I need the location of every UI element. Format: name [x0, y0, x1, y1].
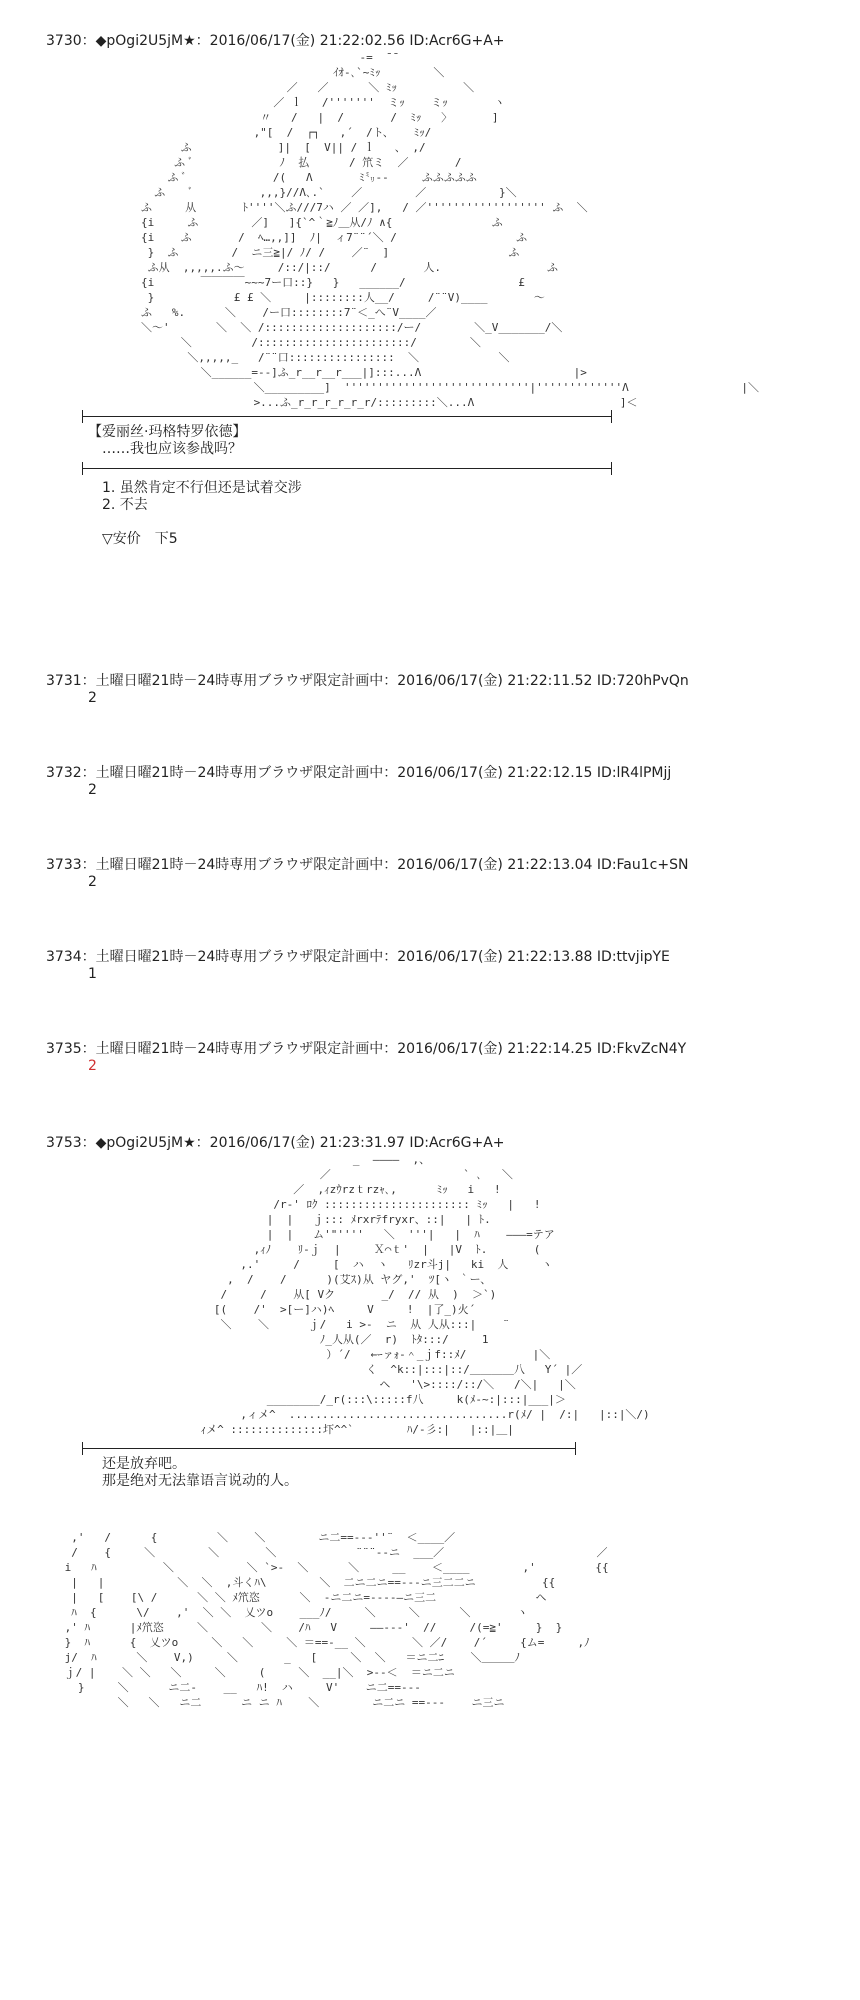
post-header: 3735：土曜日曜21時－24時専用ブラウザ限定計画中：2016/06/17(金) 21:22:14.25 ID:FkvZcN4Y	[46, 1041, 687, 1057]
vote-post	[46, 672, 826, 706]
post-header: 3753：◆pOgi2U5jM★：2016/06/17(金) 21:23:31.97 ID:Acr6G+A+	[46, 1135, 505, 1151]
post-header: 3734：土曜日曜21時－24時専用ブラウザ限定計画中：2016/06/17(金) 21:22:13.88 ID:ttvjipYE	[46, 949, 670, 965]
divider-cap-left	[82, 410, 83, 423]
ascii-art-2: ,' / { ＼ ＼ ニ二==--‐''¨ ＜____／ / { ＼ ＼ ＼ ¨¨¨--ニ ___／ ／ i ﾊ ＼ ＼ `>- ＼ ＼ __ ＜____ ,' {{ | | ＼ ＼ ,斗くﾊ\ ＼ 二ニ二ニ==‐--ニ三二二ニ {{ | [ [\ / ＼ ＼ ﾒ笊恣 ＼ ‐ニ二ニ=‐---―ニ三二 ヘ ﾊ { \/ ,' ＼ ＼ 乂ツo ___ﾉ/ ＼ ＼ ＼ ヽ ,' ﾊ |ﾒ笊恣 ＼ ＼ /ﾊ V ――--‐' // /(=≧' } } } ﾊ { 乂ツo ＼ ＼ ＼ ＝==‐__ ＼ ＼ ／/ /´ {ム= ,ﾉ j/ ﾊ ＼ V,) ＼ _ [ ＼ ＼ ＝ニ二ﾆ ＼＿＿＿ﾉ ｊ/ | ＼ ＼ ＼ ＼ ( ＼ __|＼ >--＜ ＝ニ二ニ } ＼ ニ二- __ ﾊ! ハ V' ニ二==‐-- ＼ ＼ ニ二 ニ ニ ﾊ ＼ ニ二ニ ==‐-- ニ三ニ	[64, 1531, 609, 1709]
speaker-name: 【爱丽丝·玛格特罗依德】	[88, 424, 247, 440]
vote-post	[46, 948, 826, 982]
divider-cap-right	[575, 1442, 576, 1455]
vote-value: 1	[88, 966, 97, 982]
vote-value: 2	[88, 874, 97, 890]
vote-value: 2	[88, 690, 97, 706]
dialogue-line: ……我也应该参战吗？	[102, 441, 242, 457]
post-header: 3731：土曜日曜21時－24時専用ブラウザ限定計画中：2016/06/17(金) 21:22:11.52 ID:720hPvQn	[46, 673, 689, 689]
divider	[82, 410, 612, 424]
divider	[82, 1442, 576, 1456]
post-body	[46, 50, 826, 548]
ascii-art: _ ―――― ,、 ／ ` ､ ＼ ／ ,ｨzｳrzｔrzｬ､, ﾐｯ i ! /r-' ﾛｸ :::::::::::::::::::::: ﾐｯ | ! | | ｊ::: ﾒrxrﾃfryxr、::| | ﾄ. | | ム'"'''' ＼ '''| | ﾊ ―――=テア ,ｨﾉ ﾘ-ｊ | Ｘ⌒ｔ' | |V ﾄ. ( ,.' / [ ハ ヽ ﾘzr斗j| ki 人 ヽ , / / )(艾ｽ)从 ヤグ,' ﾂ[ヽ ｀ー、 / / 从[ Vク _/ // 从 ) ＞`) [( /' >[ー]ハ)ﾍ V ! |了_)火´ ＼ ＼ ｊ/ i >- ニ 从 人从:::| ¨ ﾉ_人从(／ r) ﾄﾀ:::/ 1 ）´/ ←ｰァｫ-＾_ｊf::ﾒ/ |＼ く ^k::|:::|::/＿＿＿＿八 Y´ |／ ヘ '\>::::/::/＼ /＼| |＼ ________/_r(:::\:::::f八 k(ﾒ-~:|:::|___|＞ ,ィメ^ .................................r(ﾒ/ | /:| |::|＼/) ｨメ^ ::::::::::::::圷^^` ﾊ/-彡:| |::|＿|	[200, 1153, 650, 1436]
ascii-art: -= ̄ ̄ ｲｵ-､`~ﾐｯ ＼ ／ ／ ＼ ﾐｯ ＼ ／ ｌ /''''''' ミｯ ミｯ ヽ 〃 / | / / ﾐｯ 〉 ] ,"[ / ┌┐ ,´ /ト、 ﾐｯ/ ふ ]| [ V|| / ｌ 、 ,/ ふ ﾞ ﾉ 払 / 笊ミ ／ / ふ ﾞ /( Λ ﾐ㍉-- ふふふふふ ふ ﾞ ,,,}//Λ､.` ／ ／ }＼ ふ 从 ﾄ''''＼ふ///7ハ ／ ／], / ／'''''''''''''''''' ふ ＼ {i ふ ／] ]{`^｀≧ﾉ＿从/ﾉ ∧{ ふ {i ふ / ﾍ…,,]] ﾉ| ィ7¨¨´＼ / ふ } ふ / ニ三≧|/ ﾉ/ / ／¨ ] ふ ふ从 ,,,,,.ふ～ /::/|::/ / 人. ふ {i ￣￣￣￣~~~7ー口::} } ______/ £ } £ £ ＼ |::::::::人__/ /¨¨V)____ ～ ふ %. ＼ /ー口::::::::7¨＜_へ¨V____／ ＼～' ＼ ＼ /::::::::::::::::::::/ー/ ＼_V_______/＼ ＼ /:::::::::::::::::::::::/ ＼ ＼,,,,,_ /¨¨口:::::::::::::::: ＼ ＼ ＼______=--]ふ_r__r__r___|]:::...Λ |> ＼_________] ''''''''''''''''''''''''''''|'''''''''''''Λ |＼ >...ふ_r_r_r_r_r_r/:::::::::＼...Λ ]＜	[140, 51, 760, 409]
post-body	[46, 1152, 826, 1720]
divider-line	[82, 468, 612, 469]
post-header: 3732：土曜日曜21時－24時専用ブラウザ限定計画中：2016/06/17(金) 21:22:12.15 ID:lR4lPMjj	[46, 765, 672, 781]
post-3730	[46, 32, 826, 548]
post-header: 3733：土曜日曜21時－24時専用ブラウザ限定計画中：2016/06/17(金) 21:22:13.04 ID:Fau1c+SN	[46, 857, 689, 873]
choice-item: 2. 不去	[102, 497, 148, 513]
dialogue-line: 还是放弃吧。	[102, 1456, 186, 1472]
divider	[82, 462, 612, 476]
vote-value-highlighted: 2	[88, 1058, 97, 1074]
divider-cap-left	[82, 1442, 83, 1455]
divider-cap-right	[611, 410, 612, 423]
vote-value: 2	[88, 782, 97, 798]
vote-post	[46, 1040, 826, 1074]
divider-cap-left	[82, 462, 83, 475]
vote-post	[46, 856, 826, 890]
divider-line	[82, 1448, 576, 1449]
divider-line	[82, 416, 612, 417]
post-header: 3730：◆pOgi2U5jM★：2016/06/17(金) 21:22:02.56 ID:Acr6G+A+	[46, 33, 505, 49]
divider-cap-right	[611, 462, 612, 475]
vote-post	[46, 764, 826, 798]
post-3753	[46, 1134, 826, 1720]
anchor-instruction: ▽安价 下5	[102, 531, 178, 547]
choice-item: 1. 虽然肯定不行但还是试着交涉	[102, 480, 302, 496]
dialogue-line: 那是绝对无法靠语言说动的人。	[102, 1473, 298, 1489]
